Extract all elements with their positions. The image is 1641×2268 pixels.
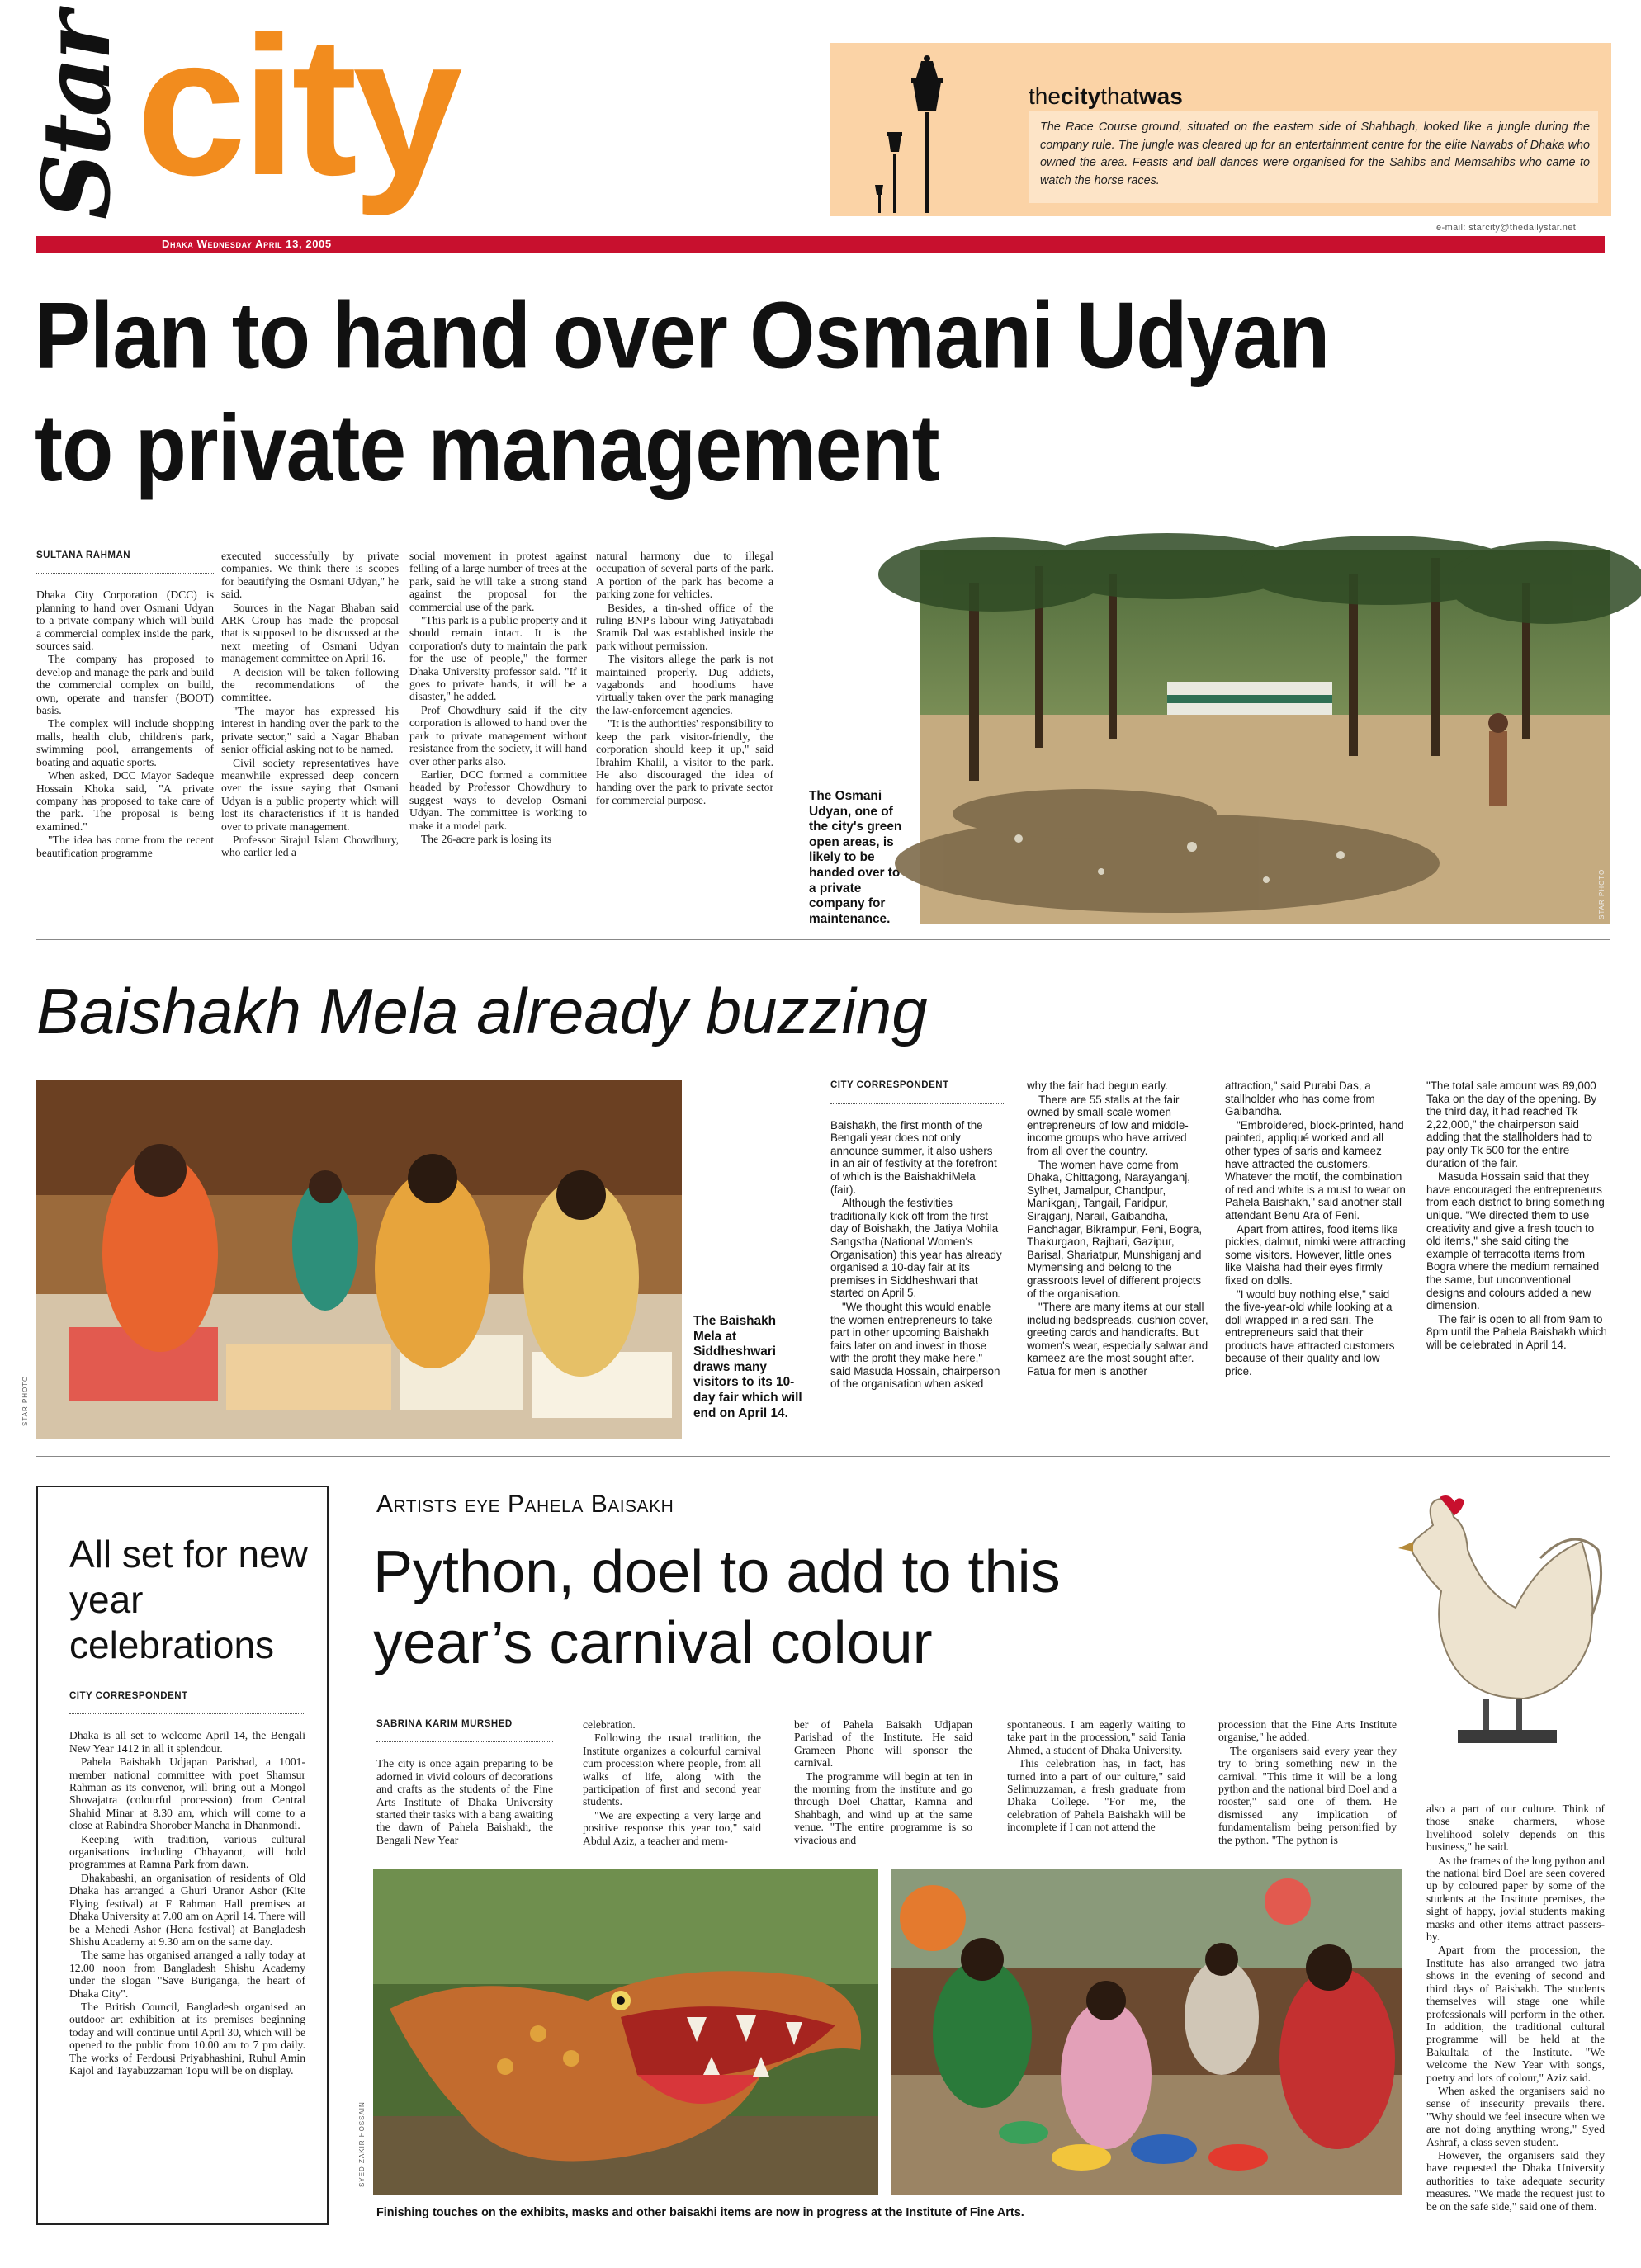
photo-credit: STAR PHOTO <box>1598 868 1606 919</box>
paragraph: Following the usual tradition, the Institute organizes a colourful carnival cum procession where people, from all walks of life, along with the participation of first and second year students. <box>583 1732 761 1808</box>
paragraph: The visitors allege the park is not maintained properly. Dug addicts, vagabonds and hoodlums have virtually taken over the park managing the law-enforcement agencies. <box>596 653 773 716</box>
story1-col2 <box>221 550 399 860</box>
lamp-post-icon <box>855 54 995 213</box>
paragraph: Masuda Hossain said that they have encouraged the entrepreneurs from each district to bring something unique. "We directed them to use creativity and give a fresh touch to old items," she said citing the example of terracotta items from Bogra where the medium remained the same, but unconventional designs and colours added a new dimension. <box>1426 1170 1605 1312</box>
paragraph: The complex will include shopping malls, health club, children's park, swimming pool, arrangements of boating and aquatic sports. <box>36 717 214 768</box>
byline-rule <box>830 1095 1004 1104</box>
artists-scene <box>891 1869 1402 2195</box>
rooster-figure <box>1375 1492 1615 1756</box>
paragraph: Dhaka is all set to welcome April 14, the Bengali New Year 1412 in all it splendour. <box>69 1729 305 1755</box>
photo-credit: STAR PHOTO <box>21 1375 29 1426</box>
story3-caption: Finishing touches on the exhibits, masks and other baisakhi items are now in progress at the Institute of Fine Arts. <box>376 2206 1024 2219</box>
story2-col4 <box>1426 1080 1608 1352</box>
story2-headline: Baishakh Mela already buzzing <box>36 975 928 1047</box>
history-body: The Race Course ground, situated on the eastern side of Shahbagh, looked like a jungle during the company rule. The jungle was cleared up for an entertainment centre for the elite Nawabs of Dhaka who owned the area. Feasts and ball dances were organised for the Sahibs and Memsahibs who came to watch the horse races. <box>1040 120 1590 187</box>
python-photo <box>358 1869 878 2195</box>
sidebar-box <box>36 1486 329 2225</box>
byline-rule <box>376 1733 553 1742</box>
byline: CITY CORRESPONDENT <box>830 1080 949 1090</box>
paragraph: natural harmony due to illegal occupation of several parts of the park. A portion of the park has become a parking zone for vehicles. <box>596 550 773 601</box>
paragraph: The same has organised arranged a rally today at 12.00 noon from Bangladesh Shishu Academy under the slogan "Save Buriganga, the heart of Dhaka City". <box>69 1949 305 2000</box>
paragraph: Apart from attires, food items like pickles, dalmut, nimki were attracting some visitors. However, little ones like Maisha had their eyes firmly fixed on dolls. <box>1225 1222 1406 1287</box>
paragraph: "We thought this would enable the women entrepreneurs to take part in other upcoming Baishakh fairs later on and invest in those with the profit they make here," said Masuda Hossain, chairperson of the organisation when asked <box>830 1300 1000 1391</box>
headline-line: year’s carnival colour <box>373 1610 933 1676</box>
paragraph: why the fair had begun early. <box>1027 1080 1168 1092</box>
paragraph: "We are expecting a very large and positive response this year too," said Abdul Aziz, a teacher and mem- <box>583 1808 761 1847</box>
star-logo: Star <box>23 14 131 220</box>
artists-photo <box>891 1869 1402 2195</box>
paragraph: Professor Sirajul Islam Chowdhury, who earlier led a <box>221 833 399 859</box>
paragraph: procession that the Fine Arts Institute organise," he added. <box>1218 1718 1397 1744</box>
story3-col2 <box>583 1718 761 1848</box>
paragraph: "The mayor has expressed his interest in handing over the park to the private sector," said a Nagar Bhaban senior official asking not to be named. <box>221 704 399 756</box>
paragraph: Apart from the procession, the Institute has also arranged two jatra shows in the evening of second and third days of Baishakh. The students themselves will stage one while professionals will perform in the other. In addition, the traditional cultural programme will be held at the Bakultala of the Institute. "We welcome the New Year with songs, poetry and lots of colour," Aziz said. <box>1426 1944 1605 2084</box>
paragraph: However, the organisers said they have requested the Dhaka University authorities to take adequate security measures. "We made the request just to be on the safe side," said one of them. <box>1426 2148 1605 2213</box>
paragraph: executed successfully by private companies. We think there is scopes for beautifying the Osmani Udyan," he said. <box>221 550 399 601</box>
byline: CITY CORRESPONDENT <box>69 1691 188 1701</box>
paragraph: Baishakh, the first month of the Bengali year does not only announce summer, it also ushers in an air of festivity at the forefront of which is the BaishakhiMela (fair). <box>830 1118 997 1196</box>
headline-line: Plan to hand over Osmani Udyan <box>35 282 1330 389</box>
story1-headline <box>35 279 1603 504</box>
python-scene <box>373 1869 878 2195</box>
paragraph: "The idea has come from the recent beautification programme <box>36 834 214 859</box>
paragraph: Besides, a tin-shed office of the ruling BNP's labour wing Jatiyatabadi Sramik Dal was established inside the park without permission. <box>596 601 773 652</box>
email: e-mail: starcity@thedailystar.net <box>1436 223 1577 233</box>
headline-line: Python, doel to add to this <box>373 1539 1061 1605</box>
paragraph: The fair is open to all from 9am to 8pm until the Pahela Baishakh which will be celebrated in April 14. <box>1426 1312 1607 1351</box>
park-photo <box>920 550 1610 924</box>
paragraph: This celebration has, in fact, has turned into a part of our culture," said Selimuzzaman, a fresh graduate from Dhaka College. "For me, the celebration of Pahela Baishakh will be incomplete if I can not attend the <box>1007 1757 1185 1834</box>
mela-photo <box>21 1080 682 1439</box>
paragraph: There are 55 stalls at the fair owned by small-scale women entrepreneurs of low and middle-income groups who have arrived from all over the country. <box>1027 1093 1189 1157</box>
history-panel <box>830 43 1611 216</box>
paragraph: The programme will begin at ten in the morning from the institute and go through Doel Chattar, Ramna and Shahbagh, and wind up at the same venue. "The entire programme is so vivacious and <box>794 1770 972 1846</box>
paragraph: The British Council, Bangladesh organised an outdoor art exhibition at its premises beginning today and will continue until April 30, which will be opened to the public from 10.00 am to 7 pm daily. The works of Ferdousi Priyabhashini, Ruhul Amin Kajol and Tayabuzzaman Topu will be on display. <box>69 2000 305 2077</box>
paragraph: social movement in protest against felling of a large number of trees at the park, said he will take a strong stand against the proposal for the commercial use of the park. <box>409 550 587 613</box>
paragraph: also a part of our culture. Think of those snake charmers, whose livelihood solely depends on this business," he said. <box>1426 1803 1605 1854</box>
story2-col1 <box>830 1080 1004 1392</box>
city-logo: city <box>136 0 458 216</box>
story1-col1 <box>36 550 214 860</box>
section-divider <box>36 939 1610 940</box>
story2-caption: The Baishakh Mela at Siddheshwari draws many visitors to its 10-day fair which will end on April 14. <box>693 1314 802 1420</box>
paragraph: "The total sale amount was 89,000 Taka on the day of the opening. By the third day, it had reached Tk 2,22,000," the chairperson said adding that the stallholders had to pay only Tk 500 for the entire duration of the fair. <box>1426 1080 1597 1169</box>
paragraph: The company has proposed to develop and manage the park and build the commercial complex on build, own, operate and transfer (BOOT) basis. <box>36 653 214 717</box>
story1-col3 <box>409 550 587 846</box>
story1-caption: The Osmani Udyan, one of the city's green open areas, is likely to be handed over to a private company for maintenance. <box>809 789 902 926</box>
story3-col4 <box>1007 1718 1185 1835</box>
story3-headline <box>373 1537 1364 1679</box>
paragraph: "It is the authorities' responsibility to keep the park visitor-friendly, the corporation should keep it up," said Ibrahim Khalil, a visitor to the park. He also discouraged the idea of handing over the park to private sector for commercial purpose. <box>596 717 773 806</box>
rooster-icon <box>1375 1492 1615 1756</box>
story2-col2 <box>1027 1080 1208 1379</box>
paragraph: Dhaka City Corporation (DCC) is planning to hand over Osmani Udyan to a private company which will build a commercial complex inside the park, sources said. <box>36 588 214 653</box>
paragraph: celebration. <box>583 1718 636 1731</box>
paragraph: A decision will be taken following the recommendations of the committee. <box>221 665 399 704</box>
photo-credit: SYED ZAKIR HOSSAIN <box>358 2101 366 2187</box>
paragraph: spontaneous. I am eagerly waiting to take part in the procession," said Tania Ahmed, a student of Dhaka University. <box>1007 1718 1185 1756</box>
history-title: thecitythatwas <box>1029 83 1183 109</box>
story3-col5 <box>1218 1718 1397 1847</box>
paragraph: The 26-acre park is losing its <box>421 832 552 845</box>
mela-scene <box>36 1080 682 1439</box>
story3-col1 <box>376 1718 553 1847</box>
paragraph: When asked, DCC Mayor Sadeque Hossain Khoka said, "A private company has proposed to take care of the park. The proposal is being examined." <box>36 769 214 833</box>
paragraph: ber of Pahela Baisakh Udjapan Parishad of the Institute. He said Grameen Phone will sponsor the carnival. <box>794 1718 972 1770</box>
paragraph: Earlier, DCC formed a committee headed by Professor Chowdhury to suggest ways to develop Osmani Udyan. The committee is working to make it a model park. <box>409 768 587 832</box>
byline: SABRINA KARIM MURSHED <box>376 1719 513 1729</box>
headline-line: to private management <box>35 395 939 501</box>
paragraph: Dhakabashi, an organisation of residents of Old Dhaka has arranged a Ghuri Uranor Ashor (Kite Flying festival) at F Rahman Hall premises at Dhaka University at 7.00 am on April 14. There will be a Mehedi Ashor (Hena festival) at Bangladesh Shishu Academy at 9.30 am on the same day. <box>69 1871 305 1948</box>
paragraph: "This park is a public property and it should remain intact. It is the corporation's duty to maintain the park for the use of people," the former Dhaka University professor said. "If it goes to private hands, it will be a disaster," he added. <box>409 614 587 703</box>
paragraph: Keeping with tradition, various cultural organisations including Chhayanot, will hold programmes at Ramna Park from dawn. <box>69 1832 305 1871</box>
paragraph: Civil society representatives have meanwhile expressed deep concern over the issue saying that Osmani Udyan is a public property which will lost its characteristics if it is handed over to private management. <box>221 756 399 833</box>
paragraph: Prof Chowdhury said if the city corporation is allowed to hand over the park to private management without resistance from the society, it will hand over other parks also. <box>409 703 587 768</box>
paragraph: When asked the organisers said no sense of insecurity prevails there. "Why should we feel insecure when we are not doing anything wrong," Syed Ashraf, a class seven student. <box>1426 2084 1605 2148</box>
paragraph: Pahela Baishakh Udjapan Parishad, a 1001-member national committee with poet Shamsur Rahman as its convenor, will bring out a Mongol Shovajatra (colourful procession) from Central Shahid Minar at 8.30 am, which will come to a close at Rabindra Shorober Mancha in Dhanmondi. <box>69 1755 305 1832</box>
masthead <box>0 0 1641 264</box>
paragraph: Sources in the Nagar Bhaban said ARK Group has made the proposal that is supposed to be discussed at the next meeting of Osmani Udyan management committee on April 16. <box>221 601 399 665</box>
paragraph: "I would buy nothing else," said the five-year-old while looking at a doll wrapped in a red sari. The entrepreneurs said that their products have attracted customers because of their quality and low price. <box>1225 1288 1395 1378</box>
paragraph: The organisers said every year they try to bring something new in the carnival. "This time it will be a long python and the national bird Doel and a rooster," said one of them. He dismissed any implication of fundamentalism being personified by the python. "The python is <box>1218 1744 1397 1846</box>
paragraph: "There are many items at our stall including bedspreads, cushion cover, greeting cards and handicrafts. But women's wear, especially salwar and kameez are the most sought after. Fatua for men is another <box>1027 1301 1208 1378</box>
sidebar-body <box>69 1690 305 2077</box>
story3-kicker: Artists eye Pahela Baisakh <box>376 1491 674 1518</box>
byline-rule <box>36 565 214 574</box>
story3-col3 <box>794 1718 972 1847</box>
park-scene <box>920 550 1610 924</box>
paragraph: "Embroidered, block-printed, hand painted, appliqué worked and all other types of saris and kameez have attracted the customers. Whatever the motif, the combination of red and white is a must to wear on Pahela Baishakh," said another stall attendant Benu Ara of Feni. <box>1225 1118 1406 1221</box>
dateline: Dhaka Wednesday April 13, 2005 <box>162 238 332 250</box>
paragraph: As the frames of the long python and the national bird Doel are seen covered up by coloured paper by some of the students at the Institute premises, the sight of happy, jovial students making masks and other items attract passers-by. <box>1426 1854 1605 1944</box>
byline-rule <box>69 1705 305 1714</box>
story2-col3 <box>1225 1080 1407 1379</box>
story1-col4 <box>596 550 773 807</box>
section-divider <box>36 1456 1610 1457</box>
byline: SULTANA RAHMAN <box>36 550 131 560</box>
paragraph: attraction," said Purabi Das, a stallholder who has come from Gaibandha. <box>1225 1080 1375 1118</box>
paragraph: The women have come from Dhaka, Chittagong, Narayanganj, Sylhet, Jamalpur, Chandpur, Manikganj, Tangail, Faridpur, Sirajganj, Narail, Gaibandha, Panchagar, Bikrampur, Feni, Bogra, Thakurgaon, Rajbari, Gazipur, Barisal, Shariatpur, Munshiganj and Mymensing and belong to the grassroots level of different projects of the organisation. <box>1027 1158 1203 1300</box>
sidebar-headline: All set for new year celebrations <box>69 1533 308 1666</box>
paragraph: Although the festivities traditionally kick off from the first day of Boishakh, the Jatiya Mohila Sangstha (National Women's Organisation) this year has already organised a 10-day fair at its premises in Siddheshwari that started on April 5. <box>830 1197 1002 1300</box>
paragraph: The city is once again preparing to be adorned in vivid colours of decorations and crafts as the students of the Fine Arts Institute of Dhaka University started their tasks with a bang awaiting the dawn of Pahela Baishakh, the Bengali New Year <box>376 1757 553 1846</box>
story3-col6 <box>1426 1803 1605 2214</box>
